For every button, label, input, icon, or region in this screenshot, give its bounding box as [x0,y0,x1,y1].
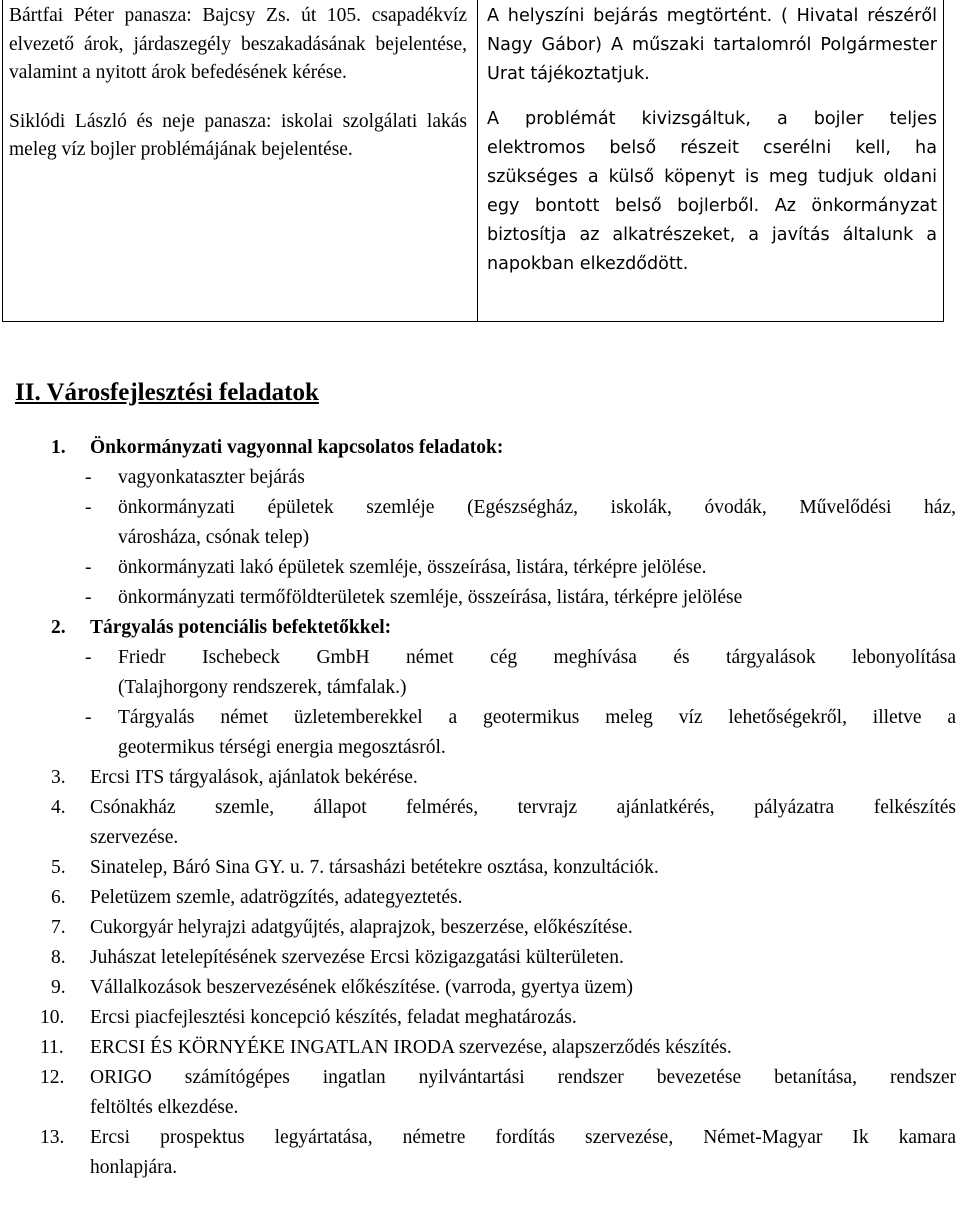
task-number: 2. [51,617,66,638]
list-item-text: önkormányzati lakó épületek szemléje, összeírása, listára, térképre jelölése. [118,557,707,578]
section-title: II. Városfejlesztési feladatok [15,379,319,406]
task-text: ERCSI ÉS KÖRNYÉKE INGATLAN IRODA szervezése, alapszerződés készítés. [90,1037,732,1058]
list-item-continuation [0,524,960,554]
task-number: 5. [51,857,66,878]
list-item-continuation [0,674,960,704]
task-text: Ercsi piacfejlesztési koncepció készítés, feladat meghatározás. [90,1007,577,1028]
response-2: A problémát kivizsgáltuk, a bojler teljes elektromos belső részeit cserélni kell, ha szükséges a külső köpenyt is meg tudjuk oldani egy bontott belső bojlerből. Az önkormányzat biztosítja az alkatrészeket, a javítás általunk a napokban elkezdődött. [487,109,937,274]
task-number: 11. [40,1037,64,1058]
task-item [0,1064,960,1094]
task-item-continuation [0,1154,960,1184]
task-item [0,764,960,794]
task-text: Vállalkozások beszervezésének előkészítése. (varroda, gyertya üzem) [90,977,634,998]
list-item-text: Friedr Ischebeck GmbH német cég meghívása és tárgyalások lebonyolítása [118,647,956,668]
task-item [0,1034,960,1064]
task-title: Önkormányzati vagyonnal kapcsolatos feladatok: [90,437,504,458]
task-number: 3. [51,767,66,788]
task-number: 8. [51,947,66,968]
task-heading-2 [0,614,960,644]
task-item [0,1124,960,1154]
complaint-1: Bártfai Péter panasza: Bajcsy Zs. út 105. csapadékvíz elvezető árok, járdaszegély beszakadásának bejelentése, valamint a nyitott árok befedésének kérése. [9,5,467,83]
task-text: Cukorgyár helyrajzi adatgyűjtés, alaprajzok, beszerzése, előkészítése. [90,917,633,938]
task-item [0,884,960,914]
list-item-text: városháza, csónak telep) [118,527,310,548]
complaint-2: Siklódi László és neje panasza: iskolai szolgálati lakás meleg víz bojler problémájának bejelentése. [9,110,467,160]
list-item [0,704,960,734]
list-item [0,644,960,674]
task-text: Juhászat letelepítésének szervezése Ercsi közigazgatási külterületen. [90,947,624,968]
task-text: Ercsi prospektus legyártatása, németre fordítás szervezése, Német-Magyar Ik kamara [90,1127,956,1148]
list-item [0,554,960,584]
list-item-continuation [0,734,960,764]
task-text: honlapjára. [90,1157,178,1178]
task-text: Ercsi ITS tárgyalások, ajánlatok bekérése. [90,767,418,788]
task-text: Csónakház szemle, állapot felmérés, tervrajz ajánlatkérés, pályázatra felkészítés [90,797,956,818]
list-item-text: önkormányzati épületek szemléje (Egészségház, iskolák, óvodák, Művelődési ház, [118,497,956,518]
table-column-responses [487,2,937,279]
task-item [0,914,960,944]
bullet-dash: - [85,647,92,668]
task-number: 12. [40,1067,65,1088]
list-item-text: Tárgyalás német üzletemberekkel a geotermikus meleg víz lehetőségekről, illetve a [118,707,956,728]
task-number: 6. [51,887,66,908]
list-item-text: (Talajhorgony rendszerek, támfalak.) [118,677,407,698]
list-item [0,584,960,614]
list-item [0,494,960,524]
task-number: 9. [51,977,66,998]
bullet-dash: - [85,497,92,518]
list-item-text: önkormányzati termőföldterületek szemléje, összeírása, listára, térképre jelölése [118,587,743,608]
bullet-dash: - [85,467,92,488]
complaints-table [2,0,944,322]
task-number: 13. [40,1127,65,1148]
bullet-dash: - [85,587,92,608]
list-item-text: vagyonkataszter bejárás [118,467,305,488]
task-number: 7. [51,917,66,938]
task-number: 10. [40,1007,65,1028]
task-list [0,434,960,1184]
task-item [0,794,960,824]
task-heading-1 [0,434,960,464]
task-text: szervezése. [90,827,179,848]
bullet-dash: - [85,707,92,728]
task-text: Peletüzem szemle, adatrögzítés, adategyeztetés. [90,887,463,908]
bullet-dash: - [85,557,92,578]
task-number: 4. [51,797,66,818]
task-title: Tárgyalás potenciális befektetőkkel: [90,617,392,638]
task-text: Sinatelep, Báró Sina GY. u. 7. társasházi betétekre osztása, konzultációk. [90,857,659,878]
task-item-continuation [0,1094,960,1124]
list-item [0,464,960,494]
response-1: A helyszíni bejárás megtörtént. ( Hivatal részéről Nagy Gábor) A műszaki tartalomról Polgármester Urat tájékoztatjuk. [487,6,937,84]
task-number: 1. [51,437,66,458]
task-text: feltöltés elkezdése. [90,1097,239,1118]
task-item-continuation [0,824,960,854]
task-item [0,944,960,974]
task-text: ORIGO számítógépes ingatlan nyilvántartási rendszer bevezetése betanítása, rendszer [90,1067,956,1088]
task-item [0,854,960,884]
table-divider [477,0,478,321]
task-item [0,1004,960,1034]
task-item [0,974,960,1004]
list-item-text: geotermikus térségi energia megosztásról. [118,737,446,758]
table-column-complaints [9,2,467,165]
